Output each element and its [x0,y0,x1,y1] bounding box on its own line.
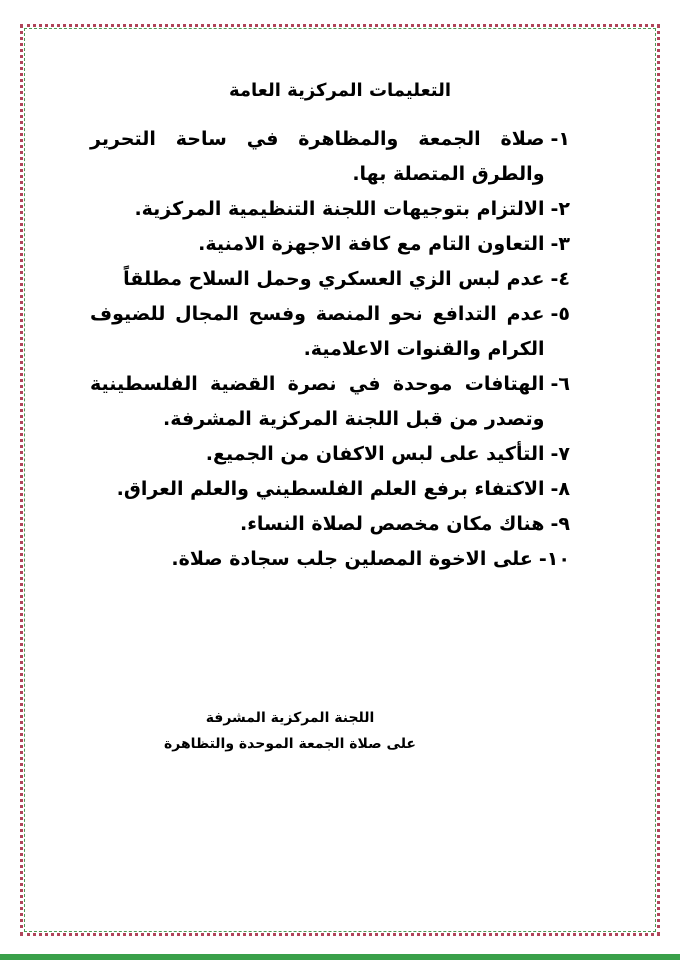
instructions-list [90,122,570,577]
signature-line-1: اللجنة المركزية المشرفة [205,710,375,726]
list-item [90,367,570,437]
list-item [90,297,570,367]
item-number: ٩- [550,513,570,535]
item-number: ٦- [550,373,570,395]
list-item [90,472,570,507]
item-text: التأكيد على لبس الاكفان من الجميع. [205,443,545,465]
item-number: ٣- [550,233,570,255]
list-item [90,122,570,192]
item-text: صلاة الجمعة والمظاهرة في ساحة التحرير والطرق المتصلة بها. [90,128,545,185]
list-item [90,437,570,472]
item-number: ١- [550,128,570,150]
item-text: التعاون التام مع كافة الاجهزة الامنية. [198,233,545,255]
item-text: على الاخوة المصلين جلب سجادة صلاة. [171,548,533,570]
item-number: ٥- [550,303,570,325]
item-number: ٧- [550,443,570,465]
item-text: الالتزام بتوجيهات اللجنة التنظيمية المركزية. [134,198,545,220]
item-text: هناك مكان مخصص لصلاة النساء. [239,513,545,535]
item-text: عدم لبس الزي العسكري وحمل السلاح مطلقاً [123,268,545,290]
item-text: عدم التدافع نحو المنصة وفسح المجال للضيوف الكرام والقنوات الاعلامية. [90,303,545,360]
item-text: الهتافات موحدة في نصرة القضية الفلسطينية وتصدر من قبل اللجنة المركزية المشرفة. [90,373,545,430]
item-number: ١٠- [538,548,570,570]
page-title: التعليمات المركزية العامة [228,80,452,101]
item-text: الاكتفاء برفع العلم الفلسطيني والعلم العراق. [116,478,545,500]
signature-line-2: على صلاة الجمعة الموحدة والتظاهرة [164,736,416,752]
item-number: ٤- [550,268,570,290]
list-item [90,542,570,577]
list-item [90,507,570,542]
list-item [90,227,570,262]
item-number: ٨- [550,478,570,500]
list-item [90,192,570,227]
list-item [90,262,570,297]
signature-block [140,705,440,757]
item-number: ٢- [550,198,570,220]
bottom-bar [0,954,680,960]
